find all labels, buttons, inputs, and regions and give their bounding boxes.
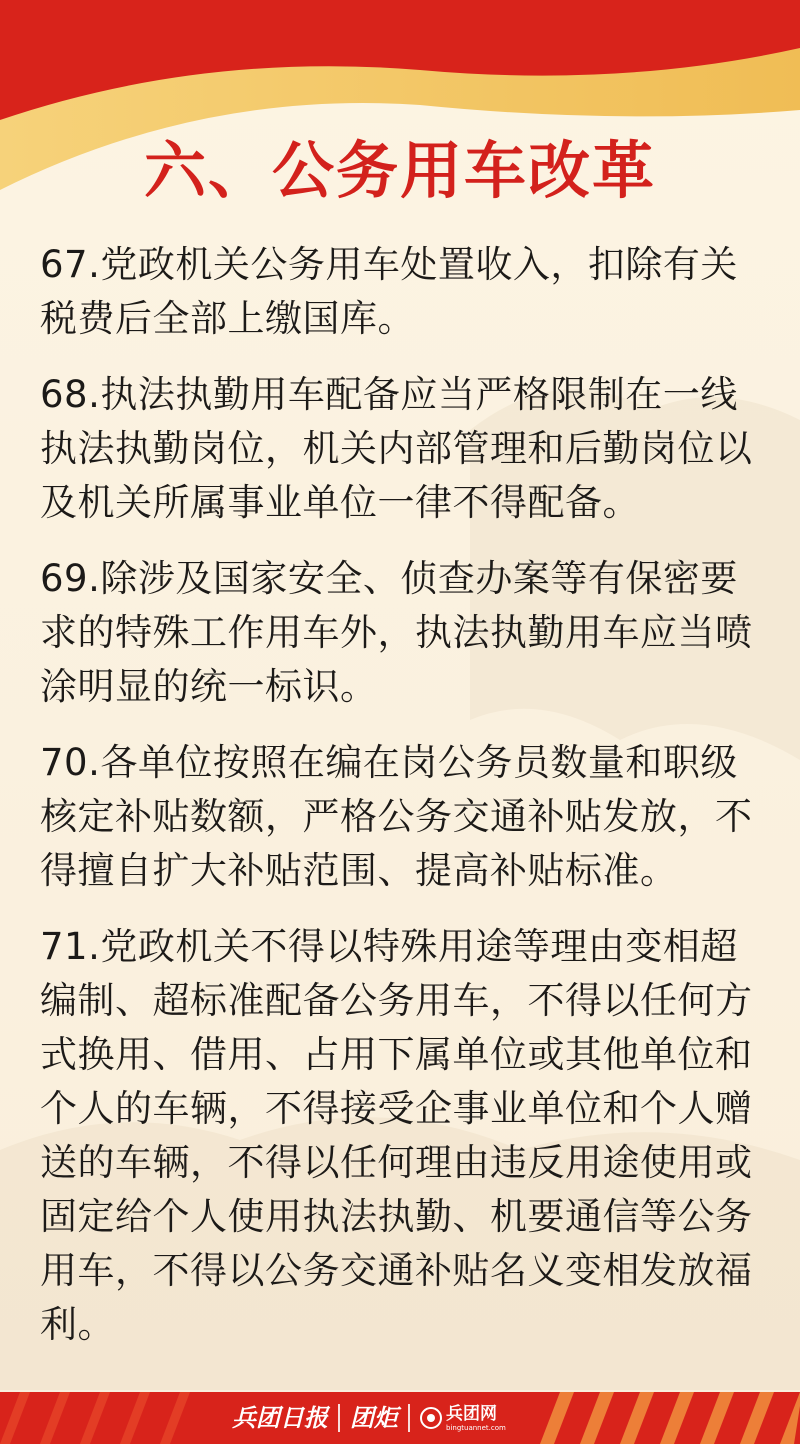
logo-divider — [408, 1404, 410, 1432]
footer-bar — [0, 1392, 800, 1444]
regulation-list — [40, 238, 766, 1374]
footer-logos — [232, 1398, 506, 1438]
regulation-item-67: 67.党政机关公务用车处置收入，扣除有关税费后全部上缴国库。 — [40, 243, 738, 340]
logo-bingtuan-net-url: bingtuannet.com — [446, 1423, 506, 1432]
logo-bingtuan-net — [420, 1404, 506, 1433]
logo-divider — [338, 1404, 340, 1432]
bingtuan-net-icon — [420, 1407, 442, 1429]
regulation-item-70: 70.各单位按照在编在岗公务员数量和职级核定补贴数额，严格公务交通补贴发放，不得擅自扩大补贴范围、提高补贴标准。 — [40, 741, 753, 892]
logo-bingtuan-net-name: 兵团网 — [446, 1403, 497, 1424]
logo-tuanju: 团炬 — [350, 1403, 398, 1432]
regulation-item-69: 69.除涉及国家安全、侦查办案等有保密要求的特殊工作用车外，执法执勤用车应当喷涂明显的统一标识。 — [40, 557, 753, 708]
regulation-item-71: 71.党政机关不得以特殊用途等理由变相超编制、超标准配备公务用车，不得以任何方式换用、借用、占用下属单位或其他单位和个人的车辆，不得接受企事业单位和个人赠送的车辆，不得以任何理由违反用途使用或固定给个人使用执法执勤、机要通信等公务用车，不得以公务交通补贴名义变相发放福利。 — [40, 925, 753, 1346]
regulation-item-68: 68.执法执勤用车配备应当严格限制在一线执法执勤岗位，机关内部管理和后勤岗位以及机关所属事业单位一律不得配备。 — [40, 373, 753, 524]
page-title: 六、公务用车改革 — [143, 134, 656, 207]
logo-bingtuan-daily: 兵团日报 — [232, 1403, 328, 1432]
